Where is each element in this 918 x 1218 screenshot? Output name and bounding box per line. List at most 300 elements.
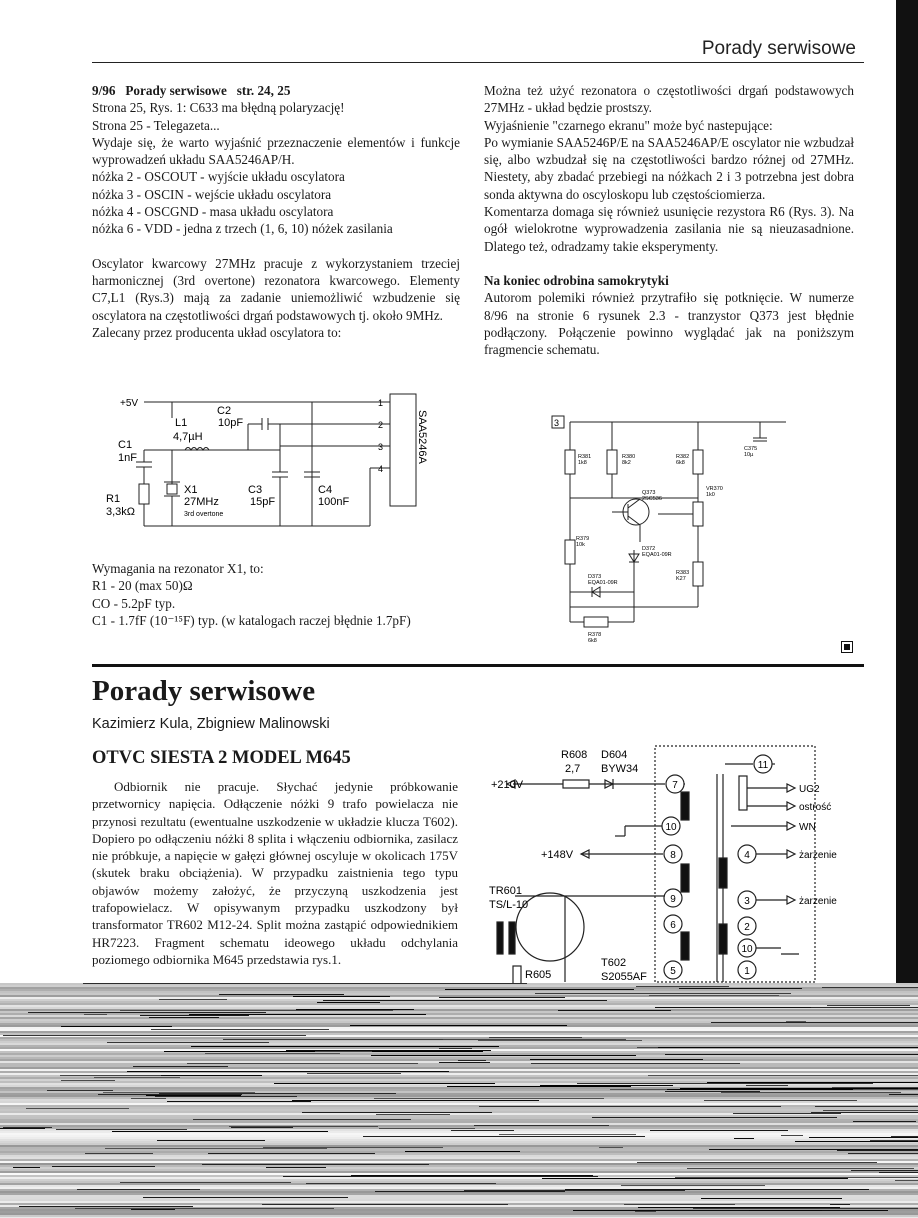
noise-streak — [479, 1106, 781, 1107]
noise-streak — [120, 1182, 291, 1183]
l1-value: 4,7µH — [173, 431, 203, 443]
section-heading: Na koniec odrobina samokrytyki — [484, 272, 669, 288]
authors: Kazimierz Kula, Zbigniew Malinowski — [92, 716, 330, 732]
noise-band — [0, 1125, 918, 1127]
x1-label: X1 — [184, 484, 198, 496]
c1-label: C1 — [118, 439, 133, 451]
noise-streak — [75, 1208, 334, 1209]
c1-value: 1nF — [118, 452, 137, 464]
noise-band — [0, 1033, 918, 1035]
noise-band — [0, 1103, 918, 1105]
noise-band — [0, 1159, 918, 1161]
noise-streak — [693, 1208, 918, 1209]
c3-value: 15pF — [250, 496, 276, 508]
noise-streak — [191, 1046, 499, 1047]
output-ug2: UG2 — [799, 784, 820, 795]
noise-streak — [565, 1189, 869, 1190]
text-line: Strona 25 - Telegazeta... — [92, 117, 220, 133]
noise-streak — [458, 1060, 486, 1061]
noise-streak — [830, 1204, 850, 1205]
noise-streak — [870, 1140, 918, 1141]
pin-line: nóżka 2 - OSCOUT - wyjście układu oscylatora — [92, 169, 345, 185]
noise-band — [0, 1211, 918, 1213]
noise-streak — [306, 1183, 496, 1184]
noise-streak — [733, 1113, 841, 1114]
pin-number: 2 — [744, 922, 750, 933]
noise-band — [0, 1037, 918, 1039]
noise-streak — [293, 996, 390, 997]
t602-label: T602 — [601, 957, 627, 969]
r378-label: R378 — [588, 632, 602, 638]
text-paragraph: Po wymianie SAA5246P/E na SAA5246AP/E oscylator nie wzbudzał się, albo wzbudzał się na częstotliwości bardzo różnej od 27MHz. Niestety, aby zbadać przebiegi na nóżkach 2 i 3 potrzebna jest dobra sonda aktywna do oscyloskopu lub częstościomierza. — [484, 134, 854, 202]
body-paragraph: Odbiornik nie pracuje. Słychać jedynie próbkowanie przetwornicy napięcia. Odłączenie nóżki 9 trafo powielacza nie przynosi rezultatu (ewentualne uszkodzenie w układzie klucza T602). Dopiero po odłączeniu nóżki 8 splita i włączeniu odbiornika, zasilacz nie próbkuje, a napięcie w gałęzi głównej oscyluje w okolicach 175V (skutek braku obciążenia). W przypadku zaistnienia tego typu objawów możemy założyć, że przyczyną uszkodzenia jest trafopowielacz. W opisywanym przypadku uszkodzony był transformator TR602 M12-24. Split można zastąpić odpowiednikiem HR7223. Fragment schematu ideowego układu odchylania poziomego odbiornika M645 przedstawia rys.1. — [92, 779, 458, 967]
noise-band — [0, 1199, 918, 1201]
noise-streak — [98, 1094, 242, 1095]
noise-band — [0, 1019, 918, 1021]
running-header: Porady serwisowe — [701, 38, 856, 59]
noise-streak — [746, 1085, 788, 1086]
text-line: Wydaje się, że warto wyjaśnić przeznaczenie elementów i funkcje wyprowadzeń układu SAA5246AP/H. — [92, 134, 460, 168]
oscillator-intro: Zalecany przez producenta układ oscylatora to: — [92, 324, 342, 340]
noise-streak — [809, 1137, 918, 1138]
noise-streak — [94, 1077, 180, 1078]
noise-streak — [317, 1002, 380, 1003]
r383-value: K27 — [676, 576, 686, 582]
v210-label: +210V — [491, 779, 524, 791]
noise-streak — [374, 1098, 604, 1099]
noise-streak — [667, 1089, 853, 1090]
noise-streak — [231, 1127, 293, 1128]
header-rule — [92, 62, 864, 63]
noise-streak — [795, 1141, 918, 1142]
l1-label: L1 — [175, 417, 188, 429]
model-body — [92, 778, 458, 968]
r605-label: R605 — [525, 969, 552, 981]
pin-line: nóżka 3 - OSCIN - wejście układu oscylatora — [92, 186, 332, 202]
noise-streak — [56, 1129, 187, 1130]
noise-band — [0, 1173, 918, 1175]
r378-value: 6k8 — [588, 638, 597, 644]
c2-label: C2 — [217, 405, 232, 417]
noise-streak — [193, 1119, 411, 1120]
c3-label: C3 — [248, 484, 263, 496]
noise-band — [0, 1079, 918, 1081]
noise-band — [0, 995, 918, 997]
noise-band — [0, 1201, 918, 1203]
noise-band — [0, 1145, 918, 1147]
noise-streak — [530, 1059, 703, 1060]
noise-streak — [131, 1098, 166, 1099]
noise-streak — [542, 1178, 848, 1179]
noise-streak — [439, 997, 565, 998]
output-ostrosc: ostrość — [799, 802, 832, 813]
noise-streak — [680, 1088, 918, 1089]
noise-band — [0, 1193, 918, 1195]
noise-streak — [531, 1063, 740, 1064]
oscillator-schematic — [100, 388, 450, 538]
noise-streak — [105, 1148, 327, 1149]
noise-streak — [837, 1150, 918, 1151]
pin-number: 11 — [757, 760, 769, 771]
noise-streak — [879, 1172, 918, 1173]
pin-label: 1 — [378, 398, 384, 408]
noise-streak — [103, 1092, 255, 1093]
noise-band — [0, 1119, 918, 1121]
noise-streak — [599, 1147, 623, 1148]
crystal-requirements — [92, 560, 472, 629]
requirement-line: R1 - 20 (max 50)Ω — [92, 578, 193, 594]
noise-streak — [443, 1039, 626, 1040]
noise-streak — [307, 1073, 401, 1074]
noise-band — [0, 1133, 918, 1135]
q373-schematic — [548, 412, 798, 652]
noise-streak — [85, 1153, 153, 1154]
noise-streak — [159, 999, 227, 1000]
noise-band — [0, 1005, 918, 1007]
r1-label: R1 — [106, 493, 121, 505]
noise-streak — [159, 1093, 396, 1094]
noise-streak — [202, 1164, 429, 1165]
noise-streak — [658, 1047, 918, 1048]
noise-band — [0, 1013, 918, 1015]
noise-streak — [655, 1007, 811, 1008]
r383-label: R383 — [676, 570, 690, 576]
noise-band — [0, 1003, 918, 1005]
noise-streak — [636, 986, 729, 987]
model-title: OTVC SIESTA 2 MODEL M645 — [92, 748, 351, 768]
output-zarzenie: żarzenie — [799, 850, 837, 861]
noise-streak — [140, 1015, 249, 1016]
scan-noise-region — [0, 983, 918, 1218]
article-ref-heading: 9/96 Porady serwisowe str. 24, 25 — [92, 83, 291, 98]
tr601-value: TS/L-10 — [489, 899, 529, 911]
requirements-title: Wymagania na rezonator X1, to: — [92, 561, 264, 576]
noise-streak — [189, 1014, 426, 1015]
pin-line: nóżka 6 - VDD - jedna z trzech (1, 6, 10) nóżek zasilania — [92, 221, 393, 237]
noise-band — [0, 1107, 918, 1109]
noise-streak — [84, 1014, 107, 1015]
noise-band — [0, 1101, 918, 1103]
noise-streak — [464, 1190, 685, 1191]
noise-streak — [709, 1149, 918, 1150]
noise-streak — [535, 993, 791, 994]
pin-number: 5 — [670, 966, 676, 977]
noise-band — [0, 1095, 918, 1097]
noise-streak — [315, 1051, 372, 1052]
noise-streak — [827, 1005, 910, 1006]
noise-streak — [286, 1050, 491, 1051]
oscillator-paragraph: Oscylator kwarcowy 27MHz pracuje z wykorzystaniem trzeciej harmonicznej (3rd overtone) rezonatora kwarcowego. Elementy C7,L1 (Rys.3) mają za zadanie uniemożliwić wzbudzenie się oscylatora na częstotliwości drgań podstawowych tj. około 9MHz. — [92, 255, 460, 323]
noise-streak — [701, 1198, 842, 1199]
noise-streak — [499, 1134, 636, 1135]
r380-label: R380 — [622, 454, 636, 460]
pin-number: 9 — [670, 894, 676, 905]
noise-band — [0, 1141, 918, 1143]
noise-band — [0, 1073, 918, 1075]
noise-streak — [28, 1012, 266, 1013]
noise-band — [0, 1137, 918, 1139]
noise-streak — [889, 1094, 918, 1095]
text-paragraph: Można też użyć rezonatora o częstotliwości drgań podstawowych 27MHz - układ będzie prostszy. — [484, 83, 854, 116]
noise-band — [0, 1017, 918, 1019]
noise-streak — [0, 1128, 45, 1129]
noise-band — [0, 1195, 918, 1197]
noise-band — [0, 1163, 918, 1165]
pin-label: 2 — [378, 420, 384, 430]
d604-label: D604 — [601, 749, 628, 761]
noise-streak — [19, 1206, 193, 1207]
d604-value: BYW34 — [601, 763, 639, 775]
noise-streak — [650, 1130, 788, 1131]
noise-streak — [77, 1189, 200, 1190]
noise-streak — [371, 1055, 636, 1056]
noise-band — [0, 1069, 918, 1071]
r382-value: 6k8 — [676, 460, 685, 466]
noise-streak — [478, 1040, 642, 1041]
noise-streak — [161, 1075, 262, 1076]
noise-streak — [687, 1168, 914, 1169]
c4-value: 100nF — [318, 496, 350, 508]
noise-streak — [675, 1177, 918, 1178]
noise-band — [0, 1067, 918, 1069]
noise-band — [0, 1123, 918, 1125]
noise-band — [0, 1063, 918, 1065]
noise-streak — [112, 1131, 328, 1132]
scan-edge-band — [896, 0, 918, 985]
noise-streak — [489, 1037, 582, 1038]
noise-streak — [323, 1000, 607, 1001]
noise-band — [0, 985, 918, 987]
noise-streak — [447, 1086, 631, 1087]
noise-streak — [577, 1083, 873, 1084]
noise-streak — [637, 1162, 877, 1163]
noise-streak — [891, 1136, 918, 1137]
section-rule — [92, 664, 864, 667]
pin-number: 1 — [744, 966, 750, 977]
noise-streak — [379, 1128, 475, 1129]
r380-value: 8k2 — [622, 460, 631, 466]
noise-band — [0, 1043, 918, 1045]
noise-streak — [851, 1170, 918, 1171]
noise-streak — [351, 1175, 593, 1176]
noise-streak — [474, 1125, 609, 1126]
pin-number: 8 — [670, 850, 676, 861]
noise-streak — [157, 1140, 265, 1141]
r381-value: 1k8 — [578, 460, 587, 466]
noise-band — [0, 1115, 918, 1117]
r381-label: R381 — [578, 454, 592, 460]
noise-streak — [52, 1166, 155, 1167]
noise-streak — [146, 1095, 241, 1096]
noise-streak — [822, 987, 918, 988]
noise-streak — [649, 995, 779, 996]
pin-number: 10 — [665, 822, 677, 833]
t602-value: S2055AF — [601, 971, 647, 983]
output-wn: WN — [799, 822, 816, 833]
pin-label: 4 — [378, 464, 384, 474]
r379-label: R379 — [576, 536, 590, 542]
text-paragraph: Wyjaśnienie "czarnego ekranu" może być nastepujące: — [484, 117, 773, 133]
requirement-line: C1 - 1.7fF (10⁻¹⁵F) typ. (w katalogach raczej błędnie 1.7pF) — [92, 612, 411, 628]
c375-label: C375 — [744, 446, 758, 452]
noise-streak — [648, 1075, 918, 1076]
flyback-schematic — [485, 742, 855, 984]
noise-streak — [734, 1138, 754, 1139]
noise-streak — [3, 1035, 306, 1036]
noise-streak — [573, 1210, 888, 1211]
vcc-label: +5V — [120, 398, 139, 409]
noise-streak — [26, 1108, 129, 1109]
noise-streak — [445, 989, 634, 990]
noise-streak — [781, 1135, 803, 1136]
noise-streak — [721, 1092, 901, 1093]
r382-label: R382 — [676, 454, 690, 460]
section-title: Porady serwisowe — [92, 675, 316, 707]
text-paragraph: Komentarza domaga się również usunięcie rezystora R6 (Rys. 3). Na ogół wielokrotne wyprowadzenia zasilania nie są nieuzasadnione. Dlatego też, odradzamy takie eksperymenty. — [484, 204, 854, 254]
noise-band — [0, 1057, 918, 1059]
noise-streak — [61, 1026, 172, 1027]
noise-streak — [229, 1126, 378, 1127]
noise-streak — [451, 1130, 514, 1131]
noise-streak — [823, 1110, 918, 1111]
noise-streak — [263, 1147, 443, 1148]
noise-streak — [638, 1207, 840, 1208]
pin-label: 3 — [378, 442, 384, 452]
noise-streak — [592, 1117, 837, 1118]
noise-streak — [439, 1048, 472, 1049]
pin-number: 4 — [744, 850, 750, 861]
noise-streak — [624, 1204, 735, 1205]
chip-label: SAA5246A — [416, 410, 428, 464]
noise-streak — [832, 1087, 918, 1088]
noise-streak — [3, 1127, 52, 1128]
noise-streak — [621, 1185, 765, 1186]
noise-streak — [151, 1029, 329, 1030]
noise-band — [0, 1001, 918, 1003]
noise-band — [0, 1169, 918, 1171]
noise-streak — [350, 1025, 567, 1026]
x1-value: 27MHz — [184, 496, 219, 508]
r608-label: R608 — [561, 749, 588, 761]
noise-band — [0, 1109, 918, 1111]
v148-label: +148V — [541, 849, 574, 861]
noise-streak — [127, 1071, 423, 1072]
d372-value: EQA01-09R — [642, 552, 672, 558]
noise-streak — [302, 1112, 492, 1113]
c4-label: C4 — [318, 484, 333, 496]
noise-streak — [707, 1082, 918, 1083]
noise-band — [0, 1139, 918, 1141]
noise-streak — [143, 1197, 348, 1198]
noise-streak — [848, 1153, 918, 1154]
noise-streak — [219, 994, 344, 995]
pin-number: 6 — [670, 920, 676, 931]
noise-streak — [540, 1085, 673, 1086]
noise-streak — [262, 1204, 508, 1205]
q373-value: 2SC536 — [642, 496, 662, 502]
noise-band — [0, 1171, 918, 1173]
noise-streak — [665, 1054, 918, 1055]
c375-value: 10µ — [744, 452, 754, 458]
noise-streak — [60, 1075, 165, 1076]
noise-streak — [558, 1010, 671, 1011]
noise-streak — [711, 1022, 918, 1023]
vr370-value: 1k0 — [706, 492, 715, 498]
pin-number: 3 — [744, 896, 750, 907]
noise-band — [0, 1031, 918, 1033]
noise-streak — [895, 1180, 918, 1181]
right-column — [484, 82, 854, 358]
noise-streak — [13, 1167, 40, 1168]
noise-streak — [266, 1167, 326, 1168]
noise-streak — [131, 1209, 175, 1210]
noise-streak — [815, 1106, 918, 1107]
left-column — [92, 82, 460, 341]
vr370-label: VR370 — [706, 486, 723, 492]
noise-streak — [786, 1021, 806, 1022]
noise-streak — [155, 1096, 297, 1097]
output-zarzenie: żarzenie — [799, 896, 837, 907]
noise-streak — [405, 1151, 520, 1152]
noise-band — [0, 1187, 918, 1189]
noise-band — [0, 1155, 918, 1157]
noise-streak — [120, 1010, 393, 1011]
noise-streak — [296, 1009, 414, 1010]
noise-streak — [704, 1100, 857, 1101]
noise-streak — [749, 1210, 822, 1211]
noise-streak — [283, 1176, 598, 1177]
noise-streak — [402, 1071, 449, 1072]
noise-streak — [811, 1112, 918, 1113]
noise-streak — [47, 1090, 113, 1091]
figure-tag: 3 — [554, 418, 560, 428]
noise-streak — [149, 1017, 219, 1018]
noise-streak — [205, 1053, 340, 1054]
noise-band — [0, 1027, 918, 1029]
noise-streak — [133, 1066, 228, 1067]
noise-band — [0, 1121, 918, 1123]
noise-band — [0, 1185, 918, 1187]
noise-streak — [679, 988, 802, 989]
noise-streak — [61, 1080, 115, 1081]
noise-band — [0, 1029, 918, 1031]
noise-streak — [375, 1191, 565, 1192]
noise-band — [0, 1015, 918, 1017]
noise-streak — [363, 1136, 645, 1137]
noise-streak — [665, 1091, 760, 1092]
text-line: Strona 25, Rys. 1: C633 ma błędną polaryzację! — [92, 100, 345, 116]
noise-streak — [853, 1121, 916, 1122]
noise-band — [0, 1157, 918, 1159]
noise-streak — [214, 983, 527, 984]
noise-streak — [439, 1062, 490, 1063]
noise-band — [0, 1023, 918, 1025]
pin-number: 10 — [741, 944, 753, 955]
noise-streak — [187, 1063, 418, 1064]
noise-streak — [107, 1042, 269, 1043]
requirement-line: CO - 5.2pF typ. — [92, 595, 176, 611]
c2-value: 10pF — [218, 417, 244, 429]
tr601-label: TR601 — [489, 885, 523, 897]
pin-line: nóżka 4 - OSCGND - masa układu oscylatora — [92, 204, 334, 220]
noise-streak — [292, 1100, 539, 1101]
end-of-article-icon — [841, 641, 853, 653]
noise-streak — [274, 1083, 495, 1084]
d373-label: D373 — [588, 574, 602, 580]
noise-band — [0, 1143, 918, 1145]
x1-note: 3rd overtone — [184, 511, 224, 518]
r379-value: 10k — [576, 542, 585, 548]
